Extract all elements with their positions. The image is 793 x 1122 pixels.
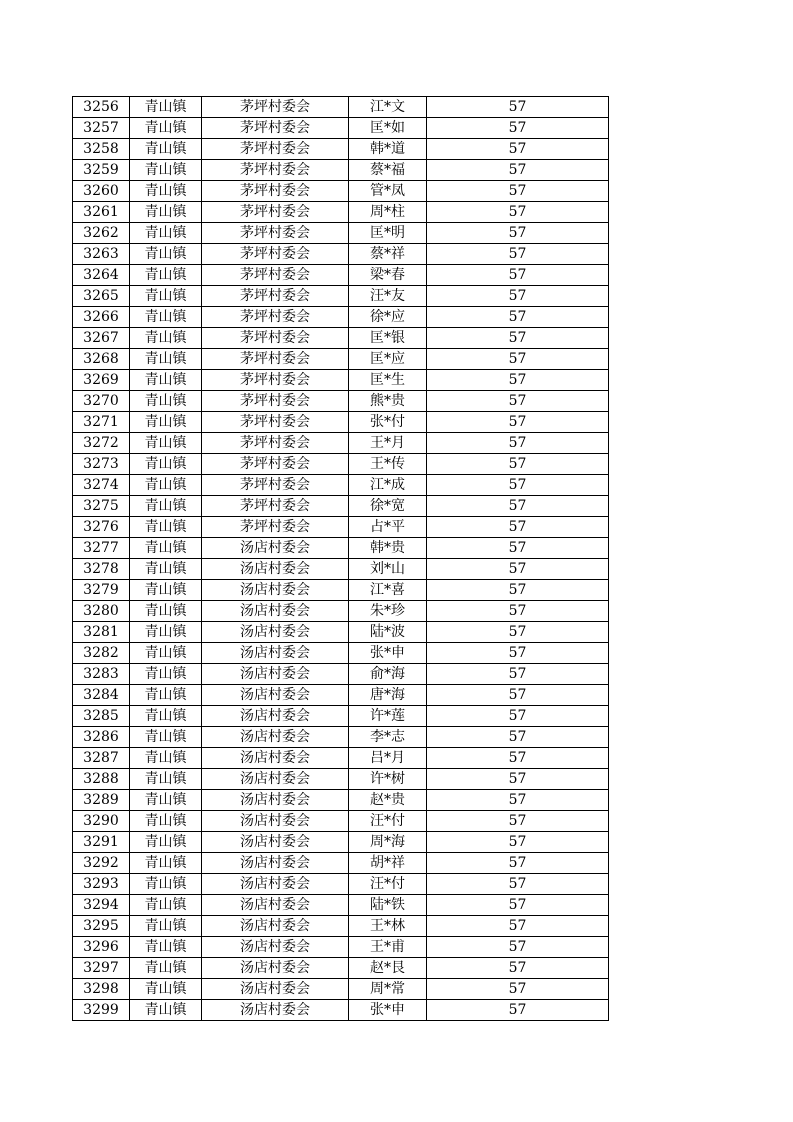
table-row: [73, 517, 609, 538]
person-name-cell: 唐*海: [349, 685, 427, 706]
table-row: [73, 391, 609, 412]
town-cell: 青山镇: [130, 454, 202, 475]
table-row: [73, 1000, 609, 1021]
town-cell: 青山镇: [130, 727, 202, 748]
town-cell: 青山镇: [130, 811, 202, 832]
town-cell: 青山镇: [130, 265, 202, 286]
table-row: [73, 97, 609, 118]
row-number-cell: 3289: [73, 790, 130, 811]
town-cell: 青山镇: [130, 139, 202, 160]
person-name-cell: 徐*宽: [349, 496, 427, 517]
town-cell: 青山镇: [130, 685, 202, 706]
village-committee-cell: 茅坪村委会: [202, 475, 349, 496]
person-name-cell: 赵*艮: [349, 958, 427, 979]
row-number-cell: 3266: [73, 307, 130, 328]
person-name-cell: 汪*友: [349, 286, 427, 307]
village-committee-cell: 汤店村委会: [202, 622, 349, 643]
data-table: [72, 96, 609, 1021]
person-name-cell: 刘*山: [349, 559, 427, 580]
amount-cell: 57: [427, 664, 609, 685]
town-cell: 青山镇: [130, 517, 202, 538]
amount-cell: 57: [427, 517, 609, 538]
town-cell: 青山镇: [130, 979, 202, 1000]
town-cell: 青山镇: [130, 916, 202, 937]
town-cell: 青山镇: [130, 349, 202, 370]
town-cell: 青山镇: [130, 643, 202, 664]
person-name-cell: 蔡*祥: [349, 244, 427, 265]
table-row: [73, 664, 609, 685]
row-number-cell: 3288: [73, 769, 130, 790]
row-number-cell: 3262: [73, 223, 130, 244]
person-name-cell: 周*海: [349, 832, 427, 853]
village-committee-cell: 汤店村委会: [202, 895, 349, 916]
person-name-cell: 吕*月: [349, 748, 427, 769]
row-number-cell: 3274: [73, 475, 130, 496]
village-committee-cell: 茅坪村委会: [202, 202, 349, 223]
amount-cell: 57: [427, 328, 609, 349]
town-cell: 青山镇: [130, 496, 202, 517]
village-committee-cell: 茅坪村委会: [202, 370, 349, 391]
table-row: [73, 832, 609, 853]
town-cell: 青山镇: [130, 895, 202, 916]
town-cell: 青山镇: [130, 475, 202, 496]
table-row: [73, 286, 609, 307]
row-number-cell: 3292: [73, 853, 130, 874]
table-row: [73, 412, 609, 433]
person-name-cell: 周*柱: [349, 202, 427, 223]
amount-cell: 57: [427, 412, 609, 433]
table-row: [73, 811, 609, 832]
person-name-cell: 梁*春: [349, 265, 427, 286]
town-cell: 青山镇: [130, 580, 202, 601]
village-committee-cell: 茅坪村委会: [202, 244, 349, 265]
amount-cell: 57: [427, 958, 609, 979]
amount-cell: 57: [427, 118, 609, 139]
village-committee-cell: 茅坪村委会: [202, 160, 349, 181]
person-name-cell: 汪*付: [349, 811, 427, 832]
village-committee-cell: 茅坪村委会: [202, 454, 349, 475]
row-number-cell: 3259: [73, 160, 130, 181]
row-number-cell: 3256: [73, 97, 130, 118]
amount-cell: 57: [427, 643, 609, 664]
table-body: [73, 97, 609, 1021]
table-row: [73, 496, 609, 517]
village-committee-cell: 茅坪村委会: [202, 307, 349, 328]
town-cell: 青山镇: [130, 370, 202, 391]
village-committee-cell: 茅坪村委会: [202, 223, 349, 244]
amount-cell: 57: [427, 433, 609, 454]
village-committee-cell: 汤店村委会: [202, 937, 349, 958]
village-committee-cell: 汤店村委会: [202, 685, 349, 706]
village-committee-cell: 汤店村委会: [202, 1000, 349, 1021]
amount-cell: 57: [427, 559, 609, 580]
person-name-cell: 匡*银: [349, 328, 427, 349]
row-number-cell: 3264: [73, 265, 130, 286]
table-row: [73, 328, 609, 349]
village-committee-cell: 茅坪村委会: [202, 433, 349, 454]
person-name-cell: 陆*波: [349, 622, 427, 643]
person-name-cell: 韩*道: [349, 139, 427, 160]
town-cell: 青山镇: [130, 937, 202, 958]
person-name-cell: 匡*应: [349, 349, 427, 370]
amount-cell: 57: [427, 706, 609, 727]
village-committee-cell: 茅坪村委会: [202, 496, 349, 517]
person-name-cell: 俞*海: [349, 664, 427, 685]
row-number-cell: 3261: [73, 202, 130, 223]
town-cell: 青山镇: [130, 412, 202, 433]
village-committee-cell: 汤店村委会: [202, 601, 349, 622]
village-committee-cell: 茅坪村委会: [202, 265, 349, 286]
person-name-cell: 匡*如: [349, 118, 427, 139]
table-row: [73, 139, 609, 160]
person-name-cell: 周*常: [349, 979, 427, 1000]
person-name-cell: 蔡*福: [349, 160, 427, 181]
row-number-cell: 3295: [73, 916, 130, 937]
person-name-cell: 王*林: [349, 916, 427, 937]
amount-cell: 57: [427, 979, 609, 1000]
village-committee-cell: 茅坪村委会: [202, 181, 349, 202]
person-name-cell: 王*甫: [349, 937, 427, 958]
table-row: [73, 307, 609, 328]
table-row: [73, 202, 609, 223]
town-cell: 青山镇: [130, 559, 202, 580]
row-number-cell: 3267: [73, 328, 130, 349]
table-row: [73, 979, 609, 1000]
amount-cell: 57: [427, 349, 609, 370]
row-number-cell: 3258: [73, 139, 130, 160]
town-cell: 青山镇: [130, 307, 202, 328]
row-number-cell: 3257: [73, 118, 130, 139]
row-number-cell: 3271: [73, 412, 130, 433]
village-committee-cell: 汤店村委会: [202, 727, 349, 748]
amount-cell: 57: [427, 160, 609, 181]
village-committee-cell: 汤店村委会: [202, 706, 349, 727]
person-name-cell: 陆*铁: [349, 895, 427, 916]
town-cell: 青山镇: [130, 391, 202, 412]
village-committee-cell: 汤店村委会: [202, 811, 349, 832]
row-number-cell: 3299: [73, 1000, 130, 1021]
row-number-cell: 3278: [73, 559, 130, 580]
village-committee-cell: 汤店村委会: [202, 580, 349, 601]
town-cell: 青山镇: [130, 328, 202, 349]
town-cell: 青山镇: [130, 118, 202, 139]
village-committee-cell: 汤店村委会: [202, 538, 349, 559]
person-name-cell: 王*传: [349, 454, 427, 475]
table-row: [73, 580, 609, 601]
amount-cell: 57: [427, 1000, 609, 1021]
village-committee-cell: 茅坪村委会: [202, 118, 349, 139]
amount-cell: 57: [427, 769, 609, 790]
village-committee-cell: 汤店村委会: [202, 769, 349, 790]
row-number-cell: 3260: [73, 181, 130, 202]
row-number-cell: 3293: [73, 874, 130, 895]
village-committee-cell: 汤店村委会: [202, 664, 349, 685]
person-name-cell: 熊*贵: [349, 391, 427, 412]
table-row: [73, 223, 609, 244]
amount-cell: 57: [427, 181, 609, 202]
amount-cell: 57: [427, 895, 609, 916]
row-number-cell: 3286: [73, 727, 130, 748]
table-row: [73, 454, 609, 475]
person-name-cell: 江*喜: [349, 580, 427, 601]
table-row: [73, 265, 609, 286]
row-number-cell: 3283: [73, 664, 130, 685]
amount-cell: 57: [427, 223, 609, 244]
town-cell: 青山镇: [130, 748, 202, 769]
row-number-cell: 3276: [73, 517, 130, 538]
row-number-cell: 3263: [73, 244, 130, 265]
village-committee-cell: 汤店村委会: [202, 790, 349, 811]
village-committee-cell: 汤店村委会: [202, 979, 349, 1000]
town-cell: 青山镇: [130, 622, 202, 643]
person-name-cell: 占*平: [349, 517, 427, 538]
row-number-cell: 3290: [73, 811, 130, 832]
village-committee-cell: 茅坪村委会: [202, 412, 349, 433]
amount-cell: 57: [427, 811, 609, 832]
town-cell: 青山镇: [130, 1000, 202, 1021]
row-number-cell: 3282: [73, 643, 130, 664]
amount-cell: 57: [427, 790, 609, 811]
amount-cell: 57: [427, 727, 609, 748]
amount-cell: 57: [427, 937, 609, 958]
row-number-cell: 3285: [73, 706, 130, 727]
amount-cell: 57: [427, 622, 609, 643]
person-name-cell: 徐*应: [349, 307, 427, 328]
village-committee-cell: 汤店村委会: [202, 958, 349, 979]
table-row: [73, 181, 609, 202]
amount-cell: 57: [427, 916, 609, 937]
table-row: [73, 559, 609, 580]
person-name-cell: 胡*祥: [349, 853, 427, 874]
village-committee-cell: 汤店村委会: [202, 748, 349, 769]
amount-cell: 57: [427, 685, 609, 706]
amount-cell: 57: [427, 202, 609, 223]
person-name-cell: 匡*明: [349, 223, 427, 244]
amount-cell: 57: [427, 475, 609, 496]
person-name-cell: 朱*珍: [349, 601, 427, 622]
table-row: [73, 160, 609, 181]
village-committee-cell: 茅坪村委会: [202, 139, 349, 160]
village-committee-cell: 茅坪村委会: [202, 328, 349, 349]
row-number-cell: 3269: [73, 370, 130, 391]
town-cell: 青山镇: [130, 97, 202, 118]
town-cell: 青山镇: [130, 832, 202, 853]
table-row: [73, 727, 609, 748]
town-cell: 青山镇: [130, 433, 202, 454]
amount-cell: 57: [427, 538, 609, 559]
row-number-cell: 3270: [73, 391, 130, 412]
town-cell: 青山镇: [130, 286, 202, 307]
person-name-cell: 张*付: [349, 412, 427, 433]
amount-cell: 57: [427, 454, 609, 475]
town-cell: 青山镇: [130, 769, 202, 790]
person-name-cell: 王*月: [349, 433, 427, 454]
amount-cell: 57: [427, 601, 609, 622]
table-row: [73, 706, 609, 727]
person-name-cell: 许*莲: [349, 706, 427, 727]
person-name-cell: 许*树: [349, 769, 427, 790]
town-cell: 青山镇: [130, 790, 202, 811]
row-number-cell: 3265: [73, 286, 130, 307]
row-number-cell: 3275: [73, 496, 130, 517]
person-name-cell: 李*志: [349, 727, 427, 748]
town-cell: 青山镇: [130, 664, 202, 685]
person-name-cell: 匡*生: [349, 370, 427, 391]
table-row: [73, 370, 609, 391]
town-cell: 青山镇: [130, 538, 202, 559]
table-row: [73, 244, 609, 265]
town-cell: 青山镇: [130, 874, 202, 895]
row-number-cell: 3281: [73, 622, 130, 643]
town-cell: 青山镇: [130, 202, 202, 223]
amount-cell: 57: [427, 853, 609, 874]
row-number-cell: 3277: [73, 538, 130, 559]
table-row: [73, 685, 609, 706]
row-number-cell: 3268: [73, 349, 130, 370]
village-committee-cell: 汤店村委会: [202, 853, 349, 874]
table-row: [73, 748, 609, 769]
town-cell: 青山镇: [130, 706, 202, 727]
town-cell: 青山镇: [130, 160, 202, 181]
table-row: [73, 769, 609, 790]
village-committee-cell: 汤店村委会: [202, 874, 349, 895]
row-number-cell: 3287: [73, 748, 130, 769]
row-number-cell: 3284: [73, 685, 130, 706]
row-number-cell: 3296: [73, 937, 130, 958]
row-number-cell: 3280: [73, 601, 130, 622]
town-cell: 青山镇: [130, 958, 202, 979]
village-committee-cell: 茅坪村委会: [202, 391, 349, 412]
amount-cell: 57: [427, 391, 609, 412]
row-number-cell: 3272: [73, 433, 130, 454]
table-row: [73, 538, 609, 559]
person-name-cell: 汪*付: [349, 874, 427, 895]
village-committee-cell: 茅坪村委会: [202, 286, 349, 307]
person-name-cell: 赵*贵: [349, 790, 427, 811]
village-committee-cell: 汤店村委会: [202, 832, 349, 853]
table-row: [73, 937, 609, 958]
person-name-cell: 张*申: [349, 643, 427, 664]
table-row: [73, 643, 609, 664]
row-number-cell: 3273: [73, 454, 130, 475]
town-cell: 青山镇: [130, 244, 202, 265]
town-cell: 青山镇: [130, 223, 202, 244]
table-row: [73, 622, 609, 643]
row-number-cell: 3279: [73, 580, 130, 601]
table-row: [73, 433, 609, 454]
row-number-cell: 3298: [73, 979, 130, 1000]
village-committee-cell: 茅坪村委会: [202, 97, 349, 118]
person-name-cell: 张*申: [349, 1000, 427, 1021]
amount-cell: 57: [427, 139, 609, 160]
row-number-cell: 3291: [73, 832, 130, 853]
town-cell: 青山镇: [130, 853, 202, 874]
amount-cell: 57: [427, 496, 609, 517]
town-cell: 青山镇: [130, 601, 202, 622]
village-committee-cell: 汤店村委会: [202, 559, 349, 580]
person-name-cell: 管*凤: [349, 181, 427, 202]
village-committee-cell: 茅坪村委会: [202, 517, 349, 538]
person-name-cell: 韩*贵: [349, 538, 427, 559]
amount-cell: 57: [427, 307, 609, 328]
amount-cell: 57: [427, 286, 609, 307]
town-cell: 青山镇: [130, 181, 202, 202]
table-row: [73, 118, 609, 139]
person-name-cell: 江*文: [349, 97, 427, 118]
person-name-cell: 江*成: [349, 475, 427, 496]
amount-cell: 57: [427, 832, 609, 853]
table-row: [73, 895, 609, 916]
row-number-cell: 3294: [73, 895, 130, 916]
amount-cell: 57: [427, 265, 609, 286]
table-row: [73, 349, 609, 370]
village-committee-cell: 茅坪村委会: [202, 349, 349, 370]
table-row: [73, 916, 609, 937]
village-committee-cell: 汤店村委会: [202, 643, 349, 664]
row-number-cell: 3297: [73, 958, 130, 979]
amount-cell: 57: [427, 748, 609, 769]
amount-cell: 57: [427, 97, 609, 118]
amount-cell: 57: [427, 580, 609, 601]
table-row: [73, 874, 609, 895]
amount-cell: 57: [427, 370, 609, 391]
amount-cell: 57: [427, 874, 609, 895]
village-committee-cell: 汤店村委会: [202, 916, 349, 937]
table-row: [73, 601, 609, 622]
table-row: [73, 853, 609, 874]
table-row: [73, 790, 609, 811]
table-row: [73, 958, 609, 979]
table-row: [73, 475, 609, 496]
amount-cell: 57: [427, 244, 609, 265]
